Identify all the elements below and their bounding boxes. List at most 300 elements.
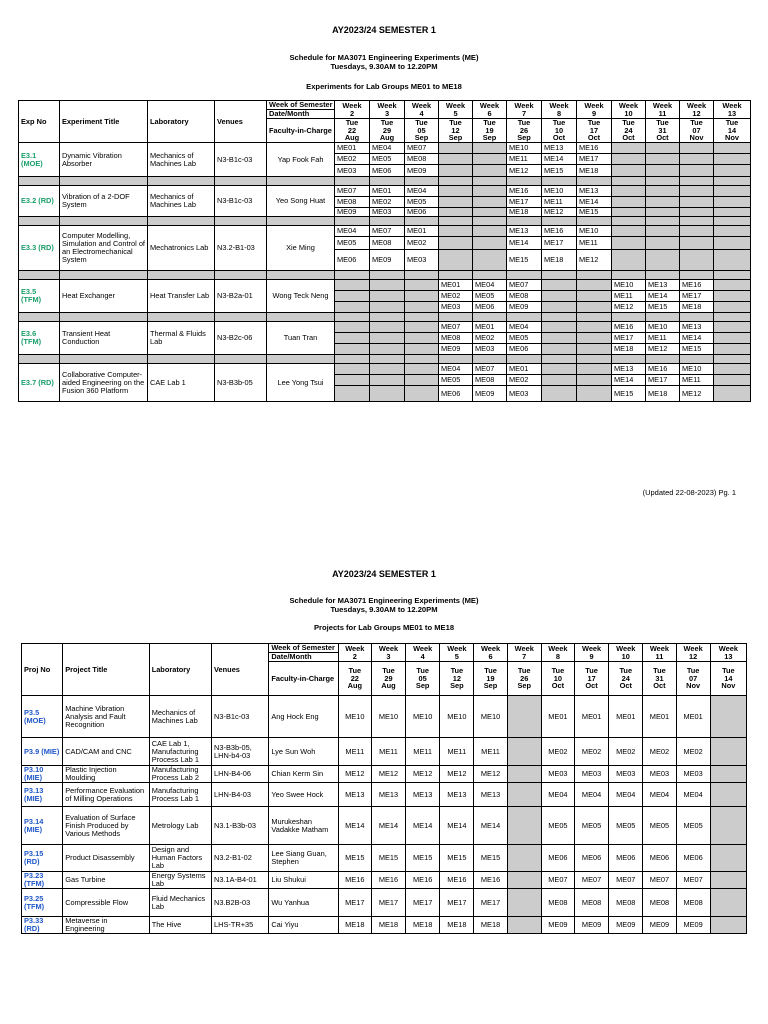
- project-title: CAD/CAM and CNC: [63, 738, 149, 766]
- group-cell: ME02: [473, 333, 507, 344]
- group-cell: [439, 237, 473, 250]
- group-cell: [646, 197, 680, 208]
- venue: N3-B1c-03: [215, 186, 267, 217]
- week-label: Week: [686, 101, 707, 111]
- group-cell: [507, 845, 541, 872]
- group-cell: [714, 208, 751, 217]
- separator-cell: [267, 217, 335, 226]
- date-part: Aug: [344, 133, 360, 143]
- group-cell: ME14: [406, 807, 440, 845]
- separator-cell: [577, 355, 612, 364]
- group-cell: ME03: [643, 766, 676, 783]
- group-cell: [680, 237, 714, 250]
- group-cell: ME06: [507, 344, 542, 355]
- laboratory: Manufacturing Process Lab 2: [149, 766, 211, 783]
- group-cell: ME06: [676, 845, 710, 872]
- date-part: Tue: [483, 118, 496, 128]
- week-number: 6: [488, 651, 493, 661]
- experiments-table: [18, 100, 751, 402]
- week-header: [406, 644, 440, 662]
- header-row: [22, 644, 747, 653]
- group-cell: ME13: [371, 783, 405, 807]
- date-part: 12: [451, 125, 460, 135]
- group-cell: ME04: [439, 364, 473, 375]
- separator-cell: [405, 313, 439, 322]
- week-header: [405, 101, 439, 119]
- date-part: Tue: [686, 666, 700, 676]
- group-cell: [473, 250, 507, 271]
- group-cell: ME15: [440, 845, 474, 872]
- group-cell: [714, 237, 751, 250]
- week-header: [439, 101, 473, 119]
- group-cell: [335, 386, 370, 402]
- separator-cell: [215, 355, 267, 364]
- group-cell: [710, 807, 746, 845]
- separator-cell: [680, 313, 714, 322]
- week-number: 13: [724, 651, 733, 661]
- table-row: [22, 889, 747, 917]
- venue: N3.1-B3b-03: [212, 807, 269, 845]
- group-cell: ME01: [473, 322, 507, 333]
- table-row: [19, 280, 751, 291]
- week-header: [440, 644, 474, 662]
- group-cell: [335, 375, 370, 386]
- date-part: Sep: [415, 681, 430, 691]
- separator-cell: [646, 217, 680, 226]
- venues-header: Venues: [212, 644, 269, 696]
- group-separator: [19, 355, 751, 364]
- week-label: Week: [722, 101, 742, 111]
- group-cell: [680, 186, 714, 197]
- group-cell: ME05: [405, 197, 439, 208]
- group-cell: [646, 165, 680, 177]
- date-part: Tue: [380, 118, 394, 128]
- group-cell: ME09: [574, 917, 608, 934]
- week-number: 7: [521, 108, 527, 118]
- faculty-in-charge-header: Faculty-in-Charge: [267, 119, 335, 143]
- group-cell: ME13: [646, 280, 680, 291]
- group-cell: ME03: [609, 766, 643, 783]
- group-cell: ME16: [338, 872, 371, 889]
- faculty-in-charge: Xie Ming: [267, 226, 335, 271]
- group-cell: ME07: [370, 226, 405, 237]
- group-cell: [405, 302, 439, 313]
- group-cell: [473, 226, 507, 237]
- group-cell: ME13: [680, 322, 714, 333]
- faculty-in-charge: Wong Teck Neng: [267, 280, 335, 313]
- group-cell: [577, 386, 612, 402]
- separator-cell: [577, 313, 612, 322]
- date-header: [370, 119, 405, 143]
- group-cell: ME05: [335, 237, 370, 250]
- group-cell: ME14: [507, 237, 542, 250]
- group-cell: ME06: [541, 845, 574, 872]
- laboratory: Energy Systems Lab: [149, 872, 211, 889]
- laboratory: Mechanics of Machines Lab: [148, 143, 215, 177]
- group-cell: [507, 766, 541, 783]
- header-row: [19, 101, 751, 110]
- group-cell: ME14: [646, 291, 680, 302]
- group-cell: ME01: [405, 226, 439, 237]
- separator-cell: [542, 177, 577, 186]
- group-cell: ME08: [574, 889, 608, 917]
- group-cell: ME02: [643, 738, 676, 766]
- table-row: [19, 322, 751, 333]
- group-cell: ME06: [574, 845, 608, 872]
- group-cell: [439, 250, 473, 271]
- separator-cell: [148, 355, 215, 364]
- faculty-in-charge: Yeo Swee Hock: [269, 783, 338, 807]
- group-cell: ME12: [371, 766, 405, 783]
- group-cell: ME18: [612, 344, 646, 355]
- week-label: Week: [514, 644, 534, 654]
- group-cell: ME08: [473, 375, 507, 386]
- group-cell: [507, 807, 541, 845]
- date-header: [714, 119, 751, 143]
- group-cell: ME02: [609, 738, 643, 766]
- group-cell: [714, 143, 751, 154]
- group-cell: ME04: [473, 280, 507, 291]
- group-cell: [370, 302, 405, 313]
- separator-cell: [370, 313, 405, 322]
- separator-cell: [405, 177, 439, 186]
- group-cell: ME13: [338, 783, 371, 807]
- laboratory-header: Laboratory: [148, 101, 215, 143]
- group-cell: ME03: [507, 386, 542, 402]
- laboratory: Design and Human Factors Lab: [149, 845, 211, 872]
- laboratory: Mechanics of Machines Lab: [148, 186, 215, 217]
- group-cell: [646, 237, 680, 250]
- date-part: Tue: [653, 666, 666, 676]
- group-cell: [680, 250, 714, 271]
- week-number: 2: [352, 651, 357, 661]
- date-part: Sep: [483, 681, 498, 691]
- separator-cell: [148, 217, 215, 226]
- separator-cell: [714, 217, 751, 226]
- group-cell: [714, 344, 751, 355]
- group-cell: ME01: [335, 143, 370, 154]
- separator-cell: [370, 177, 405, 186]
- group-cell: ME02: [405, 237, 439, 250]
- separator-cell: [542, 271, 577, 280]
- group-cell: ME08: [439, 333, 473, 344]
- separator-cell: [335, 217, 370, 226]
- group-cell: ME17: [507, 197, 542, 208]
- separator-cell: [646, 177, 680, 186]
- group-cell: [370, 386, 405, 402]
- group-cell: [507, 917, 541, 934]
- week-of-semester-header: Week of Semester: [267, 101, 335, 110]
- group-cell: ME03: [473, 344, 507, 355]
- date-part: Tue: [622, 118, 635, 128]
- group-cell: [714, 375, 751, 386]
- faculty-in-charge: Chian Kerm Sin: [269, 766, 338, 783]
- separator-cell: [507, 355, 542, 364]
- group-cell: [439, 186, 473, 197]
- group-cell: [370, 344, 405, 355]
- group-cell: ME06: [405, 208, 439, 217]
- group-cell: ME07: [643, 872, 676, 889]
- week-number: 3: [386, 651, 391, 661]
- date-part: Tue: [484, 666, 497, 676]
- separator-cell: [370, 355, 405, 364]
- group-cell: [335, 291, 370, 302]
- week-number: 4: [419, 108, 424, 118]
- week-number: 5: [453, 108, 458, 118]
- group-cell: [507, 872, 541, 889]
- group-cell: ME13: [542, 143, 577, 154]
- group-cell: ME18: [440, 917, 474, 934]
- group-cell: [710, 917, 746, 934]
- group-cell: [335, 333, 370, 344]
- table-row: [22, 766, 747, 783]
- group-cell: [612, 197, 646, 208]
- table-row: [22, 845, 747, 872]
- date-part: 22: [347, 125, 357, 135]
- group-cell: ME12: [507, 165, 542, 177]
- proj-code: P3.33 (RD): [22, 917, 63, 934]
- group-cell: ME06: [439, 386, 473, 402]
- table-row: [22, 738, 747, 766]
- group-cell: ME17: [406, 889, 440, 917]
- week-label: Week: [548, 644, 568, 654]
- week-label: Week: [616, 644, 636, 654]
- date-part: Nov: [689, 133, 704, 143]
- venue: N3.2-B1-03: [215, 226, 267, 271]
- laboratory: Fluid Mechanics Lab: [149, 889, 211, 917]
- laboratory: CAE Lab 1: [148, 364, 215, 402]
- group-cell: [612, 250, 646, 271]
- group-cell: [612, 165, 646, 177]
- date-part: 19: [485, 125, 494, 135]
- table-row: [19, 226, 751, 237]
- group-cell: [577, 291, 612, 302]
- table-row: [22, 872, 747, 889]
- group-cell: [370, 364, 405, 375]
- group-cell: ME08: [370, 237, 405, 250]
- group-cell: ME08: [335, 197, 370, 208]
- group-separator: [19, 217, 751, 226]
- group-cell: ME15: [474, 845, 507, 872]
- faculty-in-charge: Yeo Song Huat: [267, 186, 335, 217]
- exp-no-header: Exp No: [19, 101, 60, 143]
- week-header: [710, 644, 746, 662]
- separator-cell: [215, 313, 267, 322]
- date-part: Oct: [653, 681, 666, 691]
- separator-cell: [335, 177, 370, 186]
- group-cell: [507, 783, 541, 807]
- group-cell: ME05: [439, 375, 473, 386]
- group-cell: ME16: [542, 226, 577, 237]
- venue: N3-B2a-01: [215, 280, 267, 313]
- date-part: Nov: [721, 681, 736, 691]
- group-cell: ME04: [541, 783, 574, 807]
- group-cell: [542, 333, 577, 344]
- week-number: 12: [689, 651, 698, 661]
- group-cell: [577, 375, 612, 386]
- week-label: Week: [718, 644, 738, 654]
- faculty-in-charge: Lee Siang Guan, Stephen: [269, 845, 338, 872]
- date-part: Sep: [414, 133, 429, 143]
- week-header: [473, 101, 507, 119]
- group-cell: [714, 186, 751, 197]
- week-number: 11: [655, 651, 664, 661]
- faculty-in-charge: Lye Sun Woh: [269, 738, 338, 766]
- week-number: 4: [420, 651, 425, 661]
- group-cell: ME10: [371, 696, 405, 738]
- project-title: Product Disassembly: [63, 845, 149, 872]
- date-part: Sep: [482, 133, 497, 143]
- group-cell: [714, 333, 751, 344]
- separator-cell: [646, 313, 680, 322]
- week-header: [643, 644, 676, 662]
- group-cell: ME11: [371, 738, 405, 766]
- group-cell: ME10: [406, 696, 440, 738]
- date-header: [541, 662, 574, 696]
- group-cell: ME02: [541, 738, 574, 766]
- group-cell: ME16: [577, 143, 612, 154]
- group-cell: [439, 197, 473, 208]
- group-cell: ME10: [542, 186, 577, 197]
- proj-code: P3.5 (MOE): [22, 696, 63, 738]
- date-header: [680, 119, 714, 143]
- date-part: Sep: [448, 133, 463, 143]
- date-header: [710, 662, 746, 696]
- group-cell: ME14: [680, 333, 714, 344]
- venue: N3-B1c-03: [212, 696, 269, 738]
- separator-cell: [542, 313, 577, 322]
- date-header: [338, 662, 371, 696]
- group-cell: [577, 364, 612, 375]
- group-cell: ME09: [439, 344, 473, 355]
- project-title: Machine Vibration Analysis and Fault Recognition: [63, 696, 149, 738]
- separator-cell: [439, 355, 473, 364]
- group-cell: [542, 302, 577, 313]
- exp-code: E3.2 (RD): [19, 186, 60, 217]
- group-cell: [680, 143, 714, 154]
- date-part: 29: [382, 125, 392, 135]
- group-cell: [710, 889, 746, 917]
- group-cell: ME18: [507, 208, 542, 217]
- week-label: Week: [652, 101, 673, 111]
- group-cell: ME14: [577, 197, 612, 208]
- week-header: [507, 101, 542, 119]
- date-part: Tue: [348, 666, 362, 676]
- date-part: Tue: [585, 666, 598, 676]
- date-part: Oct: [551, 681, 565, 691]
- group-cell: ME12: [542, 208, 577, 217]
- date-part: 22: [350, 673, 359, 683]
- group-cell: [473, 143, 507, 154]
- group-cell: ME16: [440, 872, 474, 889]
- group-cell: ME11: [612, 291, 646, 302]
- group-cell: ME11: [507, 154, 542, 165]
- group-cell: [577, 344, 612, 355]
- group-cell: ME06: [473, 302, 507, 313]
- group-cell: ME04: [507, 322, 542, 333]
- group-cell: ME15: [542, 165, 577, 177]
- date-part: Oct: [619, 681, 632, 691]
- week-label: Week: [514, 101, 534, 111]
- separator-cell: [542, 217, 577, 226]
- proj-code: P3.23 (TFM): [22, 872, 63, 889]
- week-header: [676, 644, 710, 662]
- venue: N3.B2B-03: [212, 889, 269, 917]
- group-cell: ME13: [474, 783, 507, 807]
- date-part: Sep: [517, 681, 531, 691]
- group-cell: [612, 226, 646, 237]
- group-cell: [335, 344, 370, 355]
- group-cell: [646, 208, 680, 217]
- group-cell: ME13: [440, 783, 474, 807]
- group-separator: [19, 313, 751, 322]
- proj-code: P3.10 (MIE): [22, 766, 63, 783]
- group-cell: ME11: [338, 738, 371, 766]
- group-cell: ME13: [612, 364, 646, 375]
- table-row: [22, 917, 747, 934]
- week-number: 8: [556, 108, 562, 118]
- date-part: Tue: [552, 118, 566, 128]
- group-cell: ME11: [440, 738, 474, 766]
- group-cell: [507, 738, 541, 766]
- separator-cell: [473, 355, 507, 364]
- group-cell: ME18: [371, 917, 405, 934]
- group-cell: ME11: [406, 738, 440, 766]
- group-cell: ME16: [612, 322, 646, 333]
- group-cell: ME08: [507, 291, 542, 302]
- group-cell: ME14: [440, 807, 474, 845]
- group-cell: ME12: [612, 302, 646, 313]
- group-cell: ME01: [541, 696, 574, 738]
- group-cell: [335, 322, 370, 333]
- group-cell: ME12: [338, 766, 371, 783]
- group-cell: [714, 302, 751, 313]
- project-title: Plastic Injection Moulding: [63, 766, 149, 783]
- group-cell: ME03: [335, 165, 370, 177]
- week-header: [574, 644, 608, 662]
- project-title: Compressible Flow: [63, 889, 149, 917]
- date-part: 14: [724, 673, 733, 683]
- group-cell: [542, 280, 577, 291]
- venue: N3-B2c-06: [215, 322, 267, 355]
- group-cell: ME14: [474, 807, 507, 845]
- separator-cell: [680, 271, 714, 280]
- separator-cell: [577, 217, 612, 226]
- separator-cell: [60, 177, 148, 186]
- group-cell: ME05: [609, 807, 643, 845]
- week-label: Week: [649, 644, 670, 654]
- group-cell: [405, 291, 439, 302]
- date-header: [440, 662, 474, 696]
- separator-cell: [19, 271, 60, 280]
- group-cell: ME03: [405, 250, 439, 271]
- group-cell: ME12: [474, 766, 507, 783]
- group-cell: ME17: [646, 375, 680, 386]
- group-cell: [680, 154, 714, 165]
- date-part: 07: [689, 673, 698, 683]
- date-part: Tue: [416, 666, 429, 676]
- laboratory: The Hive: [149, 917, 211, 934]
- week-header: [541, 644, 574, 662]
- group-cell: ME15: [612, 386, 646, 402]
- group-cell: ME04: [370, 143, 405, 154]
- group-cell: [646, 186, 680, 197]
- group-cell: [405, 280, 439, 291]
- group-cell: [680, 226, 714, 237]
- group-cell: [405, 364, 439, 375]
- week-number: 5: [454, 651, 459, 661]
- proj-code: P3.15 (RD): [22, 845, 63, 872]
